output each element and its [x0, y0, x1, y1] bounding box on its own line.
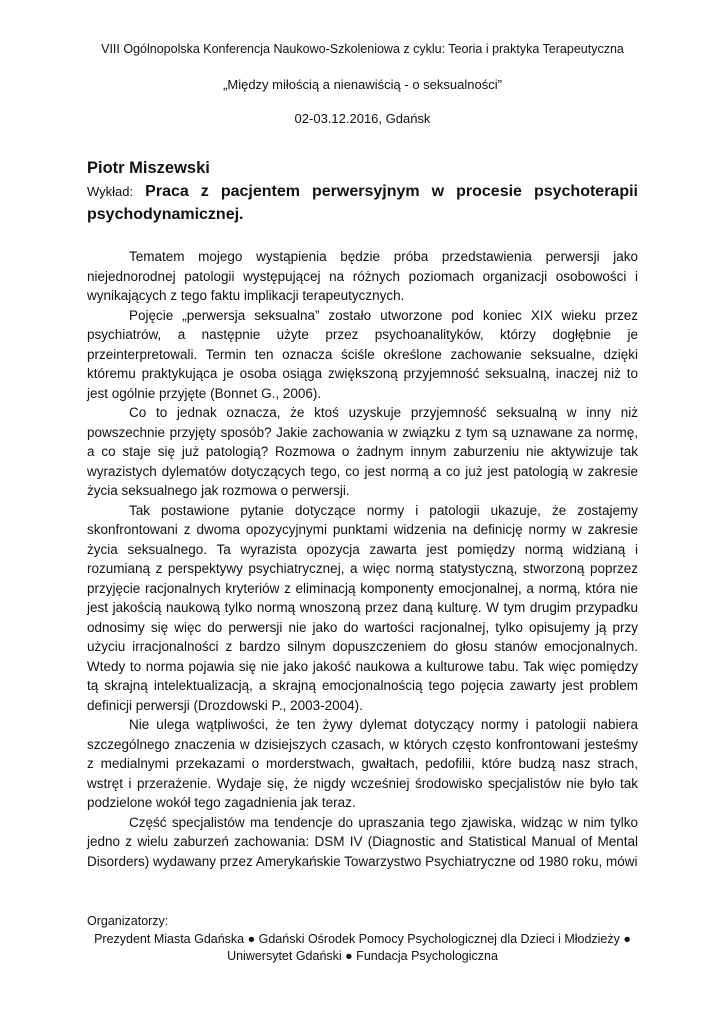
lecture-heading: [87, 180, 638, 226]
body-text: [87, 247, 638, 871]
conference-subtitle: „Między miłością a nienawiścią - o seksualności”: [223, 77, 502, 92]
paragraph: Pojęcie „perwersja seksualna” zostało utworzone pod koniec XIX wieku przez psychiatrów, a następnie użyte przez psychoanalityków, którzy dogłębnie je przeinterpretowali. Termin ten oznacza ściśle określone zachowanie seksualne, dzięki któremu praktykująca je osoba osiąga zwiększoną przyjemność seksualną, inaczej niż to jest ogólnie przyjęte (Bonnet G., 2006).: [87, 307, 638, 401]
organizers-footer: [0, 913, 725, 966]
lecture-title: Praca z pacjentem perwersyjnym w procesie psychoterapii psychodynamicznej.: [87, 183, 638, 223]
conference-title: VIII Ogólnopolska Konferencja Naukowo-Szkoleniowa z cyklu: Teoria i praktyka Terapeutyczna: [101, 42, 624, 56]
organizers-line-2: Uniwersytet Gdański ● Fundacja Psychologiczna: [227, 949, 498, 963]
author-name: Piotr Miszewski: [87, 159, 210, 177]
conference-date-place: 02-03.12.2016, Gdańsk: [294, 111, 431, 126]
paragraph: Tematem mojego wystąpienia będzie próba przedstawienia perwersji jako niejednorodnej patologii występującej na różnych poziomach organizacji osobowości i wynikających z tego faktu implikacji terapeutycznych.: [87, 249, 638, 303]
paragraph: Co to jednak oznacza, że ktoś uzyskuje przyjemność seksualną w inny niż powszechnie przyjęty sposób? Jakie zachowania w związku z tym są uznawane za normę, a co staje się już patologią? Rozmowa o żadnym innym zaburzeniu nie aktywizuje tak wyrazistych dylematów dotyczących tego, co jest normą a co już jest patologią w zakresie życia seksualnego jak rozmowa o perwersji.: [87, 405, 638, 498]
paragraph: Tak postawione pytanie dotyczące normy i patologii ukazuje, że zostajemy skonfrontowani z dwoma opozycyjnymi punktami widzenia na definicję normy w zakresie życia seksualnego. Ta wyrazista opozycja zawarta jest pomiędzy normą widzianą i rozumianą z perspektywy psychiatrycznej, a więc normą statystyczną, stworzoną poprzez przyjęcie racjonalnych kryteriów z eliminacją komponenty emocjonalnej, a normą, która nie jest jakością naukową tylko normą wnoszoną przez daną kulturę. W tym drugim przypadku odnosimy się więc do perwersji nie jako do wartości racjonalnej, tylko opisujemy ją przy użyciu irracjonalności z bardzo silnym dopuszczeniem do głosu stanów emocjonalnych. Wtedy to norma pojawia się nie jako jakość naukowa a kulturowe tabu. Tak więc pomiędzy tą skrajną intelektualizacją, a skrajną emocjonalnością tego pojęcia zawarty jest problem definicji perwersji (Drozdowski P., 2003-2004).: [87, 502, 638, 713]
paragraph: Nie ulega wątpliwości, że ten żywy dylemat dotyczący normy i patologii nabiera szczególnego znaczenia w dzisiejszych czasach, w których często konfrontowani jesteśmy z medialnymi przekazami o morderstwach, gwałtach, pedofilii, które budzą nasz strach, wstręt i przerażenie. Wydaje się, że nigdy wcześniej środowisko specjalistów nie było tak podzielone wokół tego zagadnienia jak teraz.: [87, 717, 638, 810]
paragraph: Część specjalistów ma tendencje do upraszania tego zjawiska, widząc w nim tylko jedno z wielu zaburzeń zachowania: DSM IV (Diagnostic and Statistical Manual of Mental Disorders) wydawany przez Amerykańskie Towarzystwo Psychiatryczne od 1980 roku, mówi: [87, 814, 638, 869]
lecture-label: Wykład:: [87, 184, 134, 199]
organizers-line-1: Prezydent Miasta Gdańska ● Gdański Ośrodek Pomocy Psychologicznej dla Dzieci i Młodzieży ●: [94, 931, 631, 946]
organizers-label: Organizatorzy:: [87, 914, 169, 928]
